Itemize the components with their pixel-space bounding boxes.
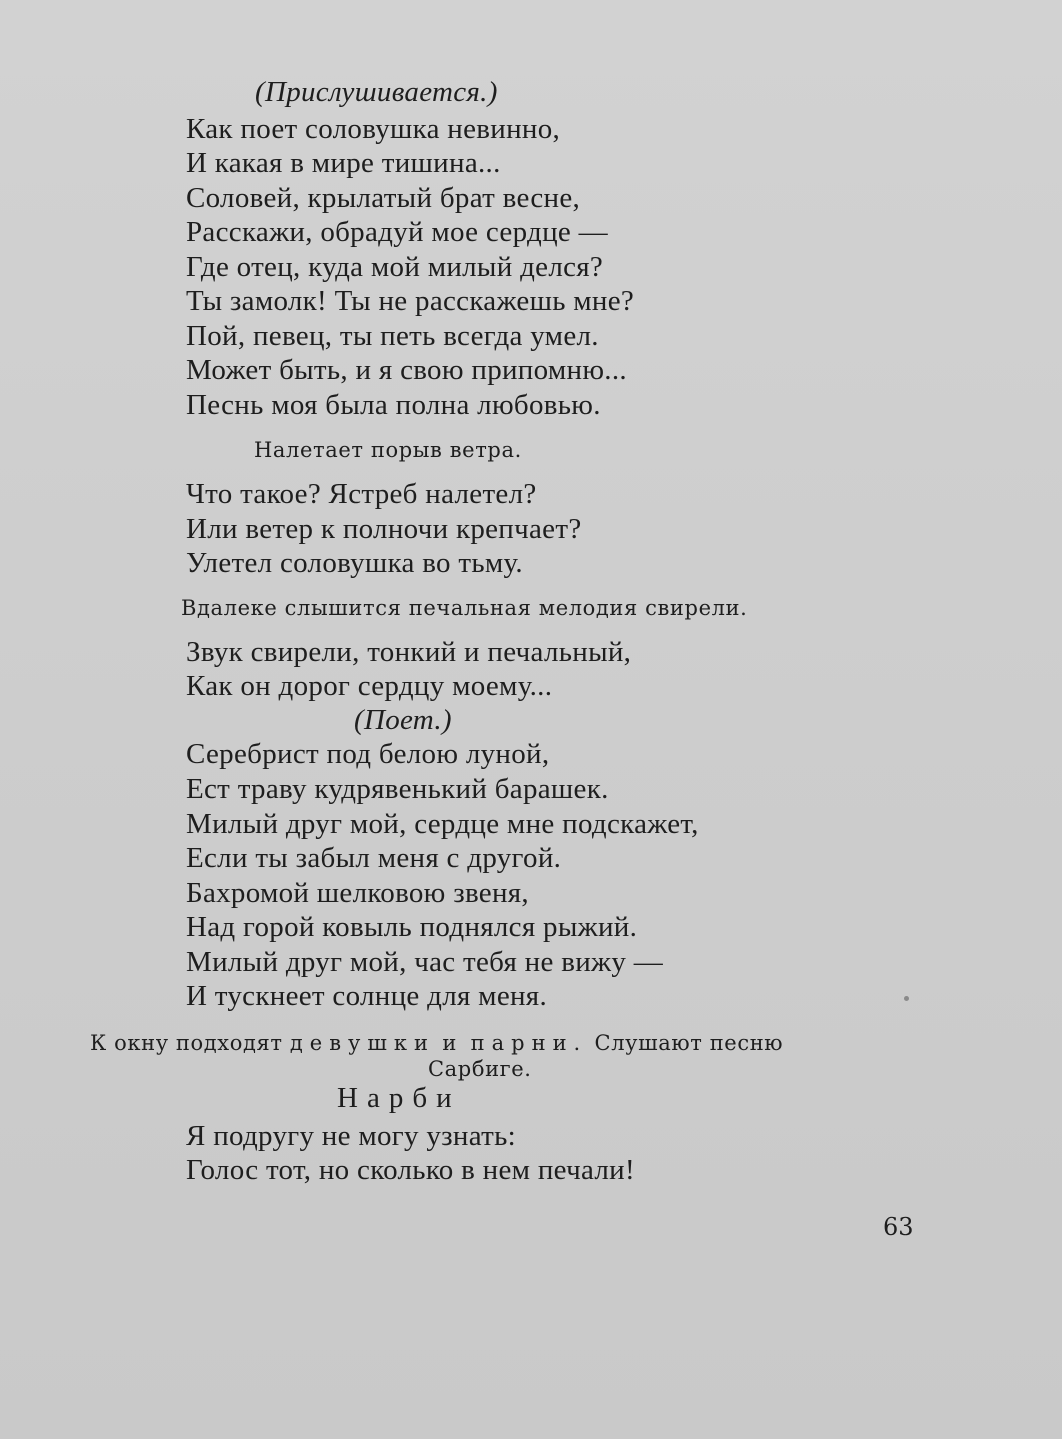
verse-line: Если ты забыл меня с другой. xyxy=(186,842,562,874)
stage-direction-window xyxy=(90,1031,783,1055)
stage-window-girls: девушки xyxy=(289,1031,436,1055)
stage-window-part1: К окну подходят xyxy=(90,1031,283,1055)
speaker-name: Нарби xyxy=(337,1082,461,1114)
verse-line: И тускнеет солнце для меня. xyxy=(186,980,547,1012)
verse-line: Соловей, крылатый брат весне, xyxy=(186,182,581,214)
verse-line: Улетел соловушка во тьму. xyxy=(186,547,523,579)
stage-window-boys: парни. xyxy=(470,1031,588,1055)
verse-line: Пой, певец, ты петь всегда умел. xyxy=(186,320,599,352)
page-number: 63 xyxy=(883,1213,914,1241)
verse-line: Ты замолк! Ты не расскажешь мне? xyxy=(186,285,635,317)
verse-line: Милый друг мой, час тебя не вижу — xyxy=(186,946,664,978)
verse-line: Звук свирели, тонкий и печальный, xyxy=(186,636,632,668)
verse-line: Голос тот, но сколько в нем печали! xyxy=(186,1154,635,1186)
verse-line: Ест траву кудрявенький барашек. xyxy=(186,773,609,805)
verse-line: Милый друг мой, сердце мне подскажет, xyxy=(186,808,699,840)
verse-line: Может быть, и я свою припомню... xyxy=(186,354,627,386)
stage-direction-window-line2: Сарбиге. xyxy=(428,1057,532,1081)
verse-line: Как поет соловушка невинно, xyxy=(186,113,561,145)
verse-line: Как он дорог сердцу моему... xyxy=(186,670,553,702)
stage-direction-listens: (Прислушивается.) xyxy=(255,76,498,108)
verse-line: Я подругу не могу узнать: xyxy=(186,1120,516,1152)
verse-line: И какая в мире тишина... xyxy=(186,147,501,179)
stage-direction-sings: (Поет.) xyxy=(354,704,452,736)
verse-line: Расскажи, обрадуй мое сердце — xyxy=(186,216,608,248)
stage-window-part2: Слушают песню xyxy=(594,1031,784,1055)
verse-line: Бахромой шелковою звеня, xyxy=(186,877,529,909)
verse-line: Или ветер к полночи крепчает? xyxy=(186,513,582,545)
paper-speck xyxy=(904,996,909,1001)
verse-line: Что такое? Ястреб налетел? xyxy=(186,478,537,510)
verse-line: Серебрист под белою луной, xyxy=(186,738,550,770)
verse-line: Где отец, куда мой милый делся? xyxy=(186,251,604,283)
verse-line: Над горой ковыль поднялся рыжий. xyxy=(186,911,638,943)
stage-window-and: и xyxy=(442,1031,464,1055)
verse-line: Песнь моя была полна любовью. xyxy=(186,389,601,421)
stage-direction-wind: Налетает порыв ветра. xyxy=(254,438,522,462)
stage-direction-pipe: Вдалеке слышится печальная мелодия свирели. xyxy=(181,596,748,620)
